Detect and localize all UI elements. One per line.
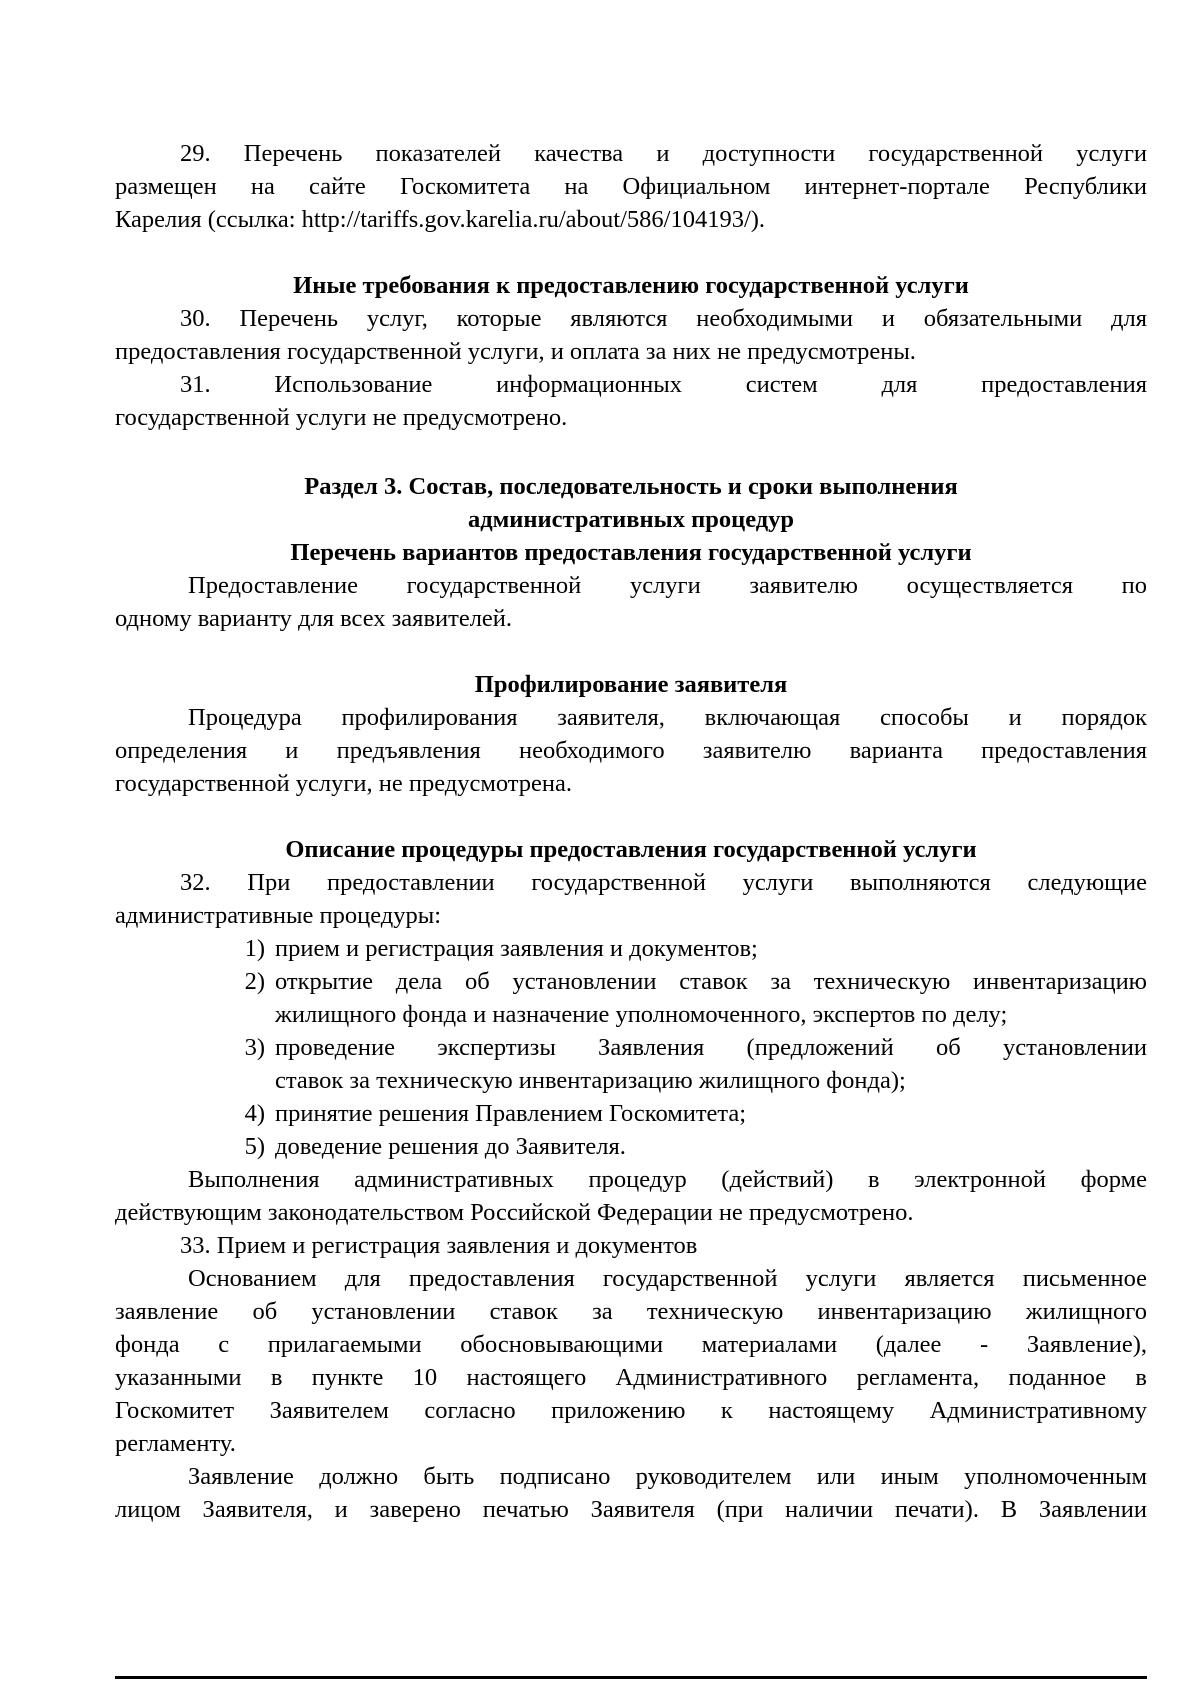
text-line: указанными в пункте 10 настоящего Административного регламента, поданное в [115, 1364, 1147, 1391]
heading-profiling: Профилирование заявителя [474, 671, 788, 698]
list-item [115, 932, 1147, 965]
procedures-list [115, 932, 1147, 1163]
list-number: 2) [244, 968, 265, 995]
list-number: 4) [244, 1100, 265, 1127]
list-text: прием и регистрация заявления и документов; [275, 935, 758, 962]
list-item [115, 1031, 1147, 1097]
text-line: одному варианту для всех заявителей. [115, 605, 513, 632]
text-line: государственной услуги, не предусмотрена. [115, 770, 573, 797]
text-line: размещен на сайте Госкомитета на Официальном интернет-портале Республики [115, 173, 1147, 200]
text-line: Предоставление государственной услуги заявителю осуществляется по [188, 572, 1147, 599]
list-text: доведение решения до Заявителя. [275, 1133, 626, 1160]
text-line: государственной услуги не предусмотрено. [115, 404, 568, 431]
paragraph-29 [115, 137, 1147, 236]
text-line: 30. Перечень услуг, которые являются необходимыми и обязательными для [180, 305, 1147, 332]
text-line: административные процедуры: [115, 902, 442, 929]
text-line: 29. Перечень показателей качества и доступности государственной услуги [180, 140, 1147, 167]
text-line: Процедура профилирования заявителя, включающая способы и порядок [188, 704, 1147, 731]
text-line: Карелия (ссылка: http://tariffs.gov.karelia.ru/about/586/104193/). [115, 206, 766, 233]
list-item [115, 1097, 1147, 1130]
heading-description: Описание процедуры предоставления государственной услуги [285, 836, 977, 863]
document-page [115, 137, 1147, 1526]
list-number: 1) [244, 935, 265, 962]
footer-rule [115, 1676, 1147, 1679]
text-line: регламенту. [115, 1430, 236, 1457]
paragraph-basis [115, 1262, 1147, 1460]
list-item [115, 965, 1147, 1031]
list-text: проведение экспертизы Заявления (предложений об установлении ставок за техническую инвентаризацию жилищного фонда); [275, 1034, 1147, 1094]
text-line: 32. При предоставлении государственной услуги выполняются следующие [180, 869, 1147, 896]
paragraph-30 [115, 302, 1147, 368]
text-line: Заявление должно быть подписано руководителем или иным уполномоченным [188, 1463, 1147, 1490]
text-line: лицом Заявителя, и заверено печатью Заявителя (при наличии печати). В Заявлении [115, 1496, 1147, 1523]
text-line: Основанием для предоставления государственной услуги является письменное [188, 1265, 1147, 1292]
text-line: заявление об установлении ставок за техническую инвентаризацию жилищного [115, 1298, 1147, 1325]
list-item [115, 1130, 1147, 1163]
section-3-heading [115, 470, 1147, 536]
text-line: Госкомитет Заявителем согласно приложению к настоящему Административному [115, 1397, 1147, 1424]
text-line: Выполнения административных процедур (действий) в электронной форме [188, 1166, 1147, 1193]
paragraph-33: 33. Прием и регистрация заявления и документов [180, 1232, 698, 1259]
text-line: фонда с прилагаемыми обосновывающими материалами (далее - Заявление), [115, 1331, 1147, 1358]
paragraph-variants [115, 569, 1147, 635]
paragraph-31 [115, 368, 1147, 434]
text-line: действующим законодательством Российской Федерации не предусмотрено. [115, 1199, 914, 1226]
heading-line: административных процедур [467, 506, 795, 533]
paragraph-32 [115, 866, 1147, 932]
heading-other-requirements: Иные требования к предоставлению государственной услуги [293, 272, 969, 299]
text-line: 31. Использование информационных систем для предоставления [180, 371, 1147, 398]
text-line: предоставления государственной услуги, и оплата за них не предусмотрены. [115, 338, 916, 365]
list-text: открытие дела об установлении ставок за техническую инвентаризацию жилищного фонда и назначение уполномоченного, экспертов по делу; [275, 968, 1147, 1028]
paragraph-signed [115, 1460, 1147, 1526]
heading-variants: Перечень вариантов предоставления государственной услуги [290, 539, 972, 566]
paragraph-profiling [115, 701, 1147, 800]
list-number: 3) [244, 1034, 265, 1061]
heading-line: Раздел 3. Состав, последовательность и сроки выполнения [304, 473, 958, 500]
paragraph-electronic [115, 1163, 1147, 1229]
text-line: определения и предъявления необходимого заявителю варианта предоставления [115, 737, 1147, 764]
list-text: принятие решения Правлением Госкомитета; [275, 1100, 747, 1127]
list-number: 5) [244, 1133, 265, 1160]
